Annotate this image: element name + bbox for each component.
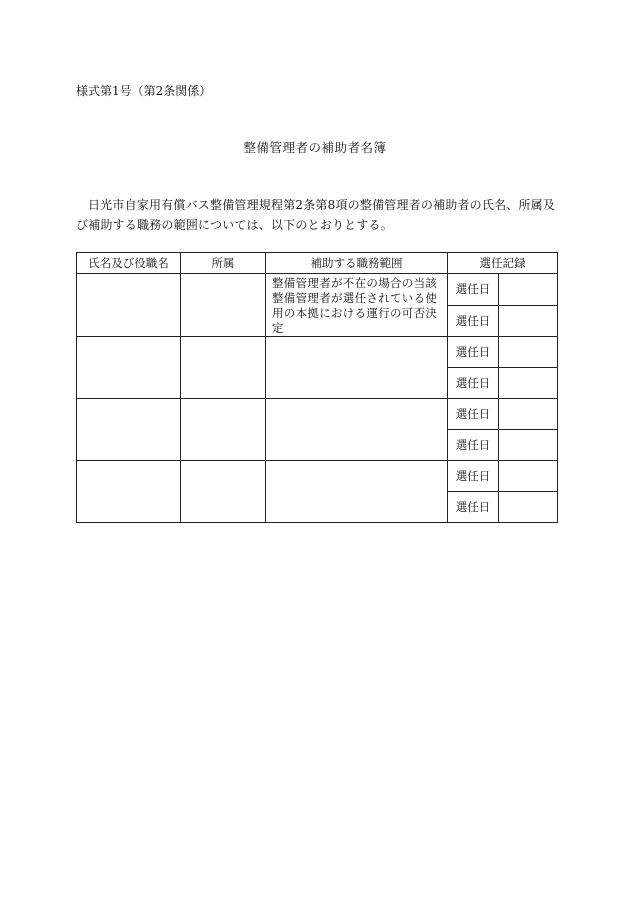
appointment-date-value[interactable] — [499, 430, 558, 461]
table-row — [77, 274, 558, 306]
duty-scope-cell[interactable] — [266, 461, 448, 523]
table-row — [77, 399, 558, 430]
appointment-date-label: 選任日 — [448, 305, 499, 337]
appointment-date-label: 選任日 — [448, 461, 499, 492]
header-appointment-record: 選任記録 — [448, 253, 558, 274]
appointment-date-value[interactable] — [499, 305, 558, 337]
name-title-cell[interactable] — [77, 399, 181, 461]
department-cell[interactable] — [181, 337, 266, 399]
appointment-date-label: 選任日 — [448, 368, 499, 399]
appointment-date-value[interactable] — [499, 337, 558, 368]
appointment-date-value[interactable] — [499, 461, 558, 492]
appointment-date-label: 選任日 — [448, 492, 499, 523]
department-cell[interactable] — [181, 399, 266, 461]
assistant-register-table — [76, 252, 558, 523]
table-header-row — [77, 253, 558, 274]
form-number: 様式第1号（第2条関係） — [76, 84, 212, 98]
document-title: 整備管理者の補助者名簿 — [243, 140, 387, 155]
name-title-cell[interactable] — [77, 274, 181, 337]
duty-scope-cell[interactable]: 整備管理者が不在の場合の当該整備管理者が選任されている使用の本拠における運行の可否決定 — [266, 274, 448, 337]
header-duty-scope: 補助する職務範囲 — [266, 253, 448, 274]
header-department: 所属 — [181, 253, 266, 274]
appointment-date-value[interactable] — [499, 274, 558, 306]
table-row — [77, 461, 558, 492]
appointment-date-label: 選任日 — [448, 337, 499, 368]
table-row — [77, 337, 558, 368]
department-cell[interactable] — [181, 461, 266, 523]
header-name-title: 氏名及び役職名 — [77, 253, 181, 274]
duty-scope-cell[interactable] — [266, 399, 448, 461]
name-title-cell[interactable] — [77, 461, 181, 523]
appointment-date-value[interactable] — [499, 368, 558, 399]
intro-paragraph: 日光市自家用有償バス整備管理規程第2条第8項の整備管理者の補助者の氏名、所属及び補助する職務の範囲については、以下のとおりとする。 — [76, 198, 556, 232]
appointment-date-label: 選任日 — [448, 399, 499, 430]
appointment-date-value[interactable] — [499, 399, 558, 430]
appointment-date-label: 選任日 — [448, 430, 499, 461]
department-cell[interactable] — [181, 274, 266, 337]
appointment-date-value[interactable] — [499, 492, 558, 523]
name-title-cell[interactable] — [77, 337, 181, 399]
appointment-date-label: 選任日 — [448, 274, 499, 306]
duty-scope-cell[interactable] — [266, 337, 448, 399]
